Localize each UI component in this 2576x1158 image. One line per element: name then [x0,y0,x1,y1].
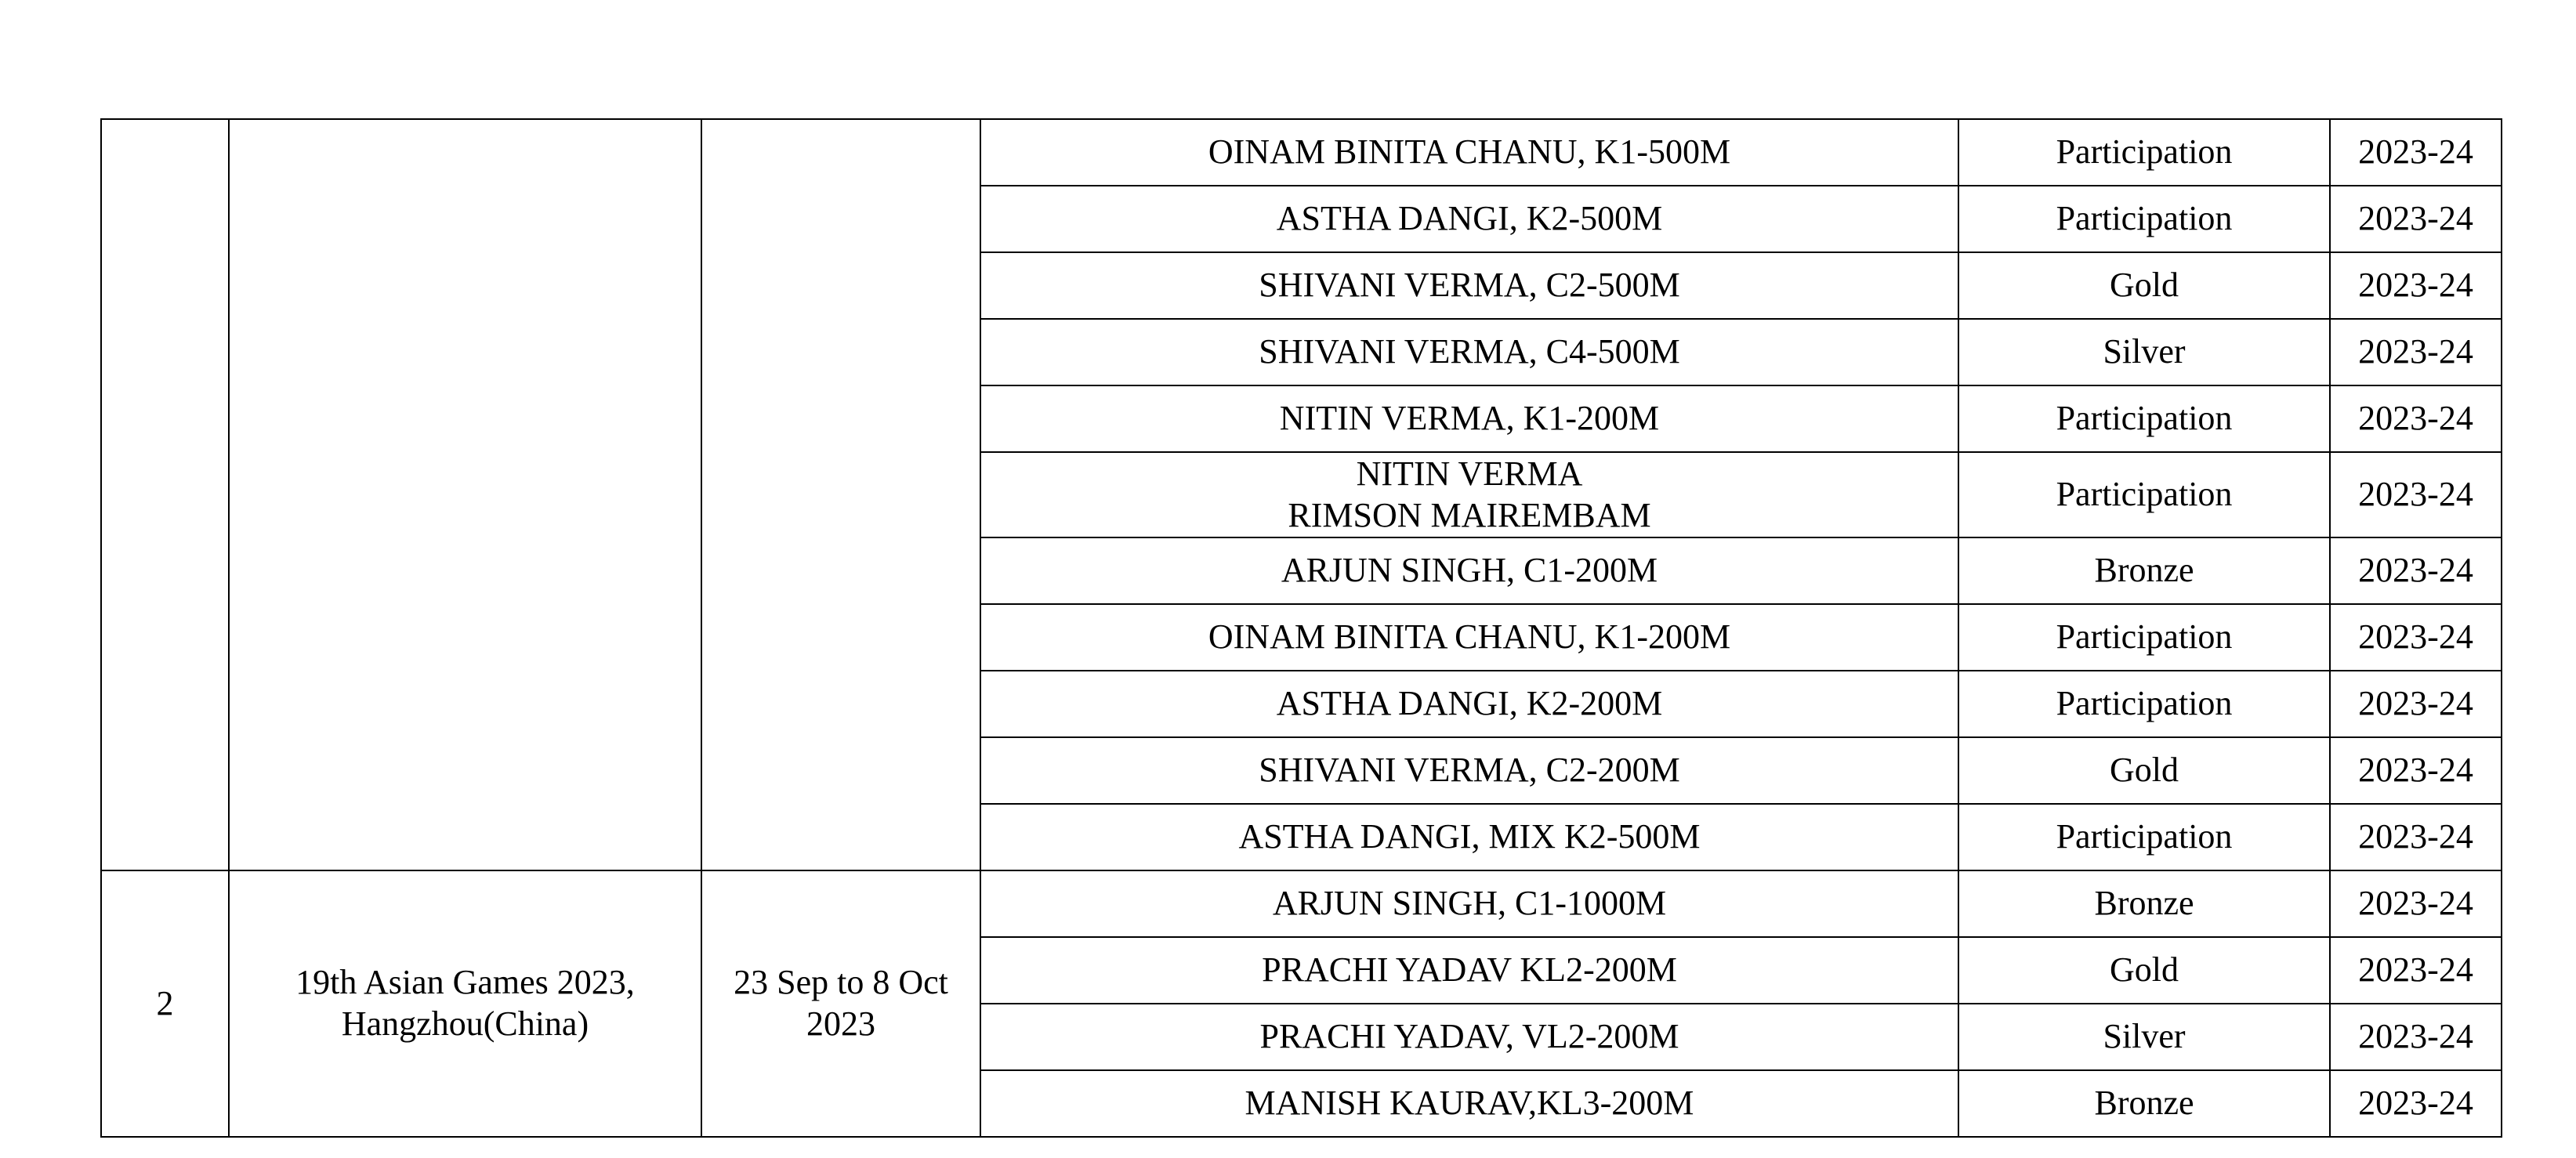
athlete-event-cell [980,186,1958,252]
athlete-event-cell [980,537,1958,604]
year-cell: 2023-24 [2330,452,2502,537]
event-name-cell [229,870,701,1137]
result-cell: Gold [1958,252,2330,319]
athlete-event-line: ASTHA DANGI, K2-500M [1276,199,1663,238]
year-cell: 2023-24 [2330,1070,2502,1137]
athlete-event-line: ARJUN SINGH, C1-200M [1281,551,1658,590]
year-cell: 2023-24 [2330,804,2502,870]
result-cell: Participation [1958,186,2330,252]
athlete-event-cell [980,1070,1958,1137]
athlete-event-cell [980,1004,1958,1070]
year-cell: 2023-24 [2330,119,2502,186]
athlete-event-line: OINAM BINITA CHANU, K1-500M [1208,132,1731,172]
athlete-event-cell [980,319,1958,385]
result-cell: Bronze [1958,1070,2330,1137]
event-dates-line: 2023 [806,1004,875,1043]
table-row [101,119,2502,186]
athlete-event-cell [980,804,1958,870]
athlete-event-line: PRACHI YADAV, VL2-200M [1259,1017,1679,1056]
result-cell: Participation [1958,804,2330,870]
year-cell: 2023-24 [2330,385,2502,452]
year-cell: 2023-24 [2330,537,2502,604]
event-dates-cell [701,870,980,1137]
event-dates-line: 23 Sep to 8 Oct [734,963,948,1002]
athlete-event-line: SHIVANI VERMA, C2-500M [1259,266,1680,305]
result-cell: Participation [1958,385,2330,452]
athlete-event-line: NITIN VERMA [1356,454,1583,493]
result-cell: Silver [1958,1004,2330,1070]
year-cell: 2023-24 [2330,937,2502,1004]
athlete-event-line: OINAM BINITA CHANU, K1-200M [1208,617,1731,657]
result-cell: Gold [1958,737,2330,804]
athlete-event-cell [980,252,1958,319]
result-cell: Silver [1958,319,2330,385]
year-cell: 2023-24 [2330,671,2502,737]
athlete-event-cell [980,452,1958,537]
results-table-body [101,119,2502,1137]
athlete-event-line: ASTHA DANGI, K2-200M [1276,684,1663,723]
year-cell: 2023-24 [2330,252,2502,319]
event-name-line: Hangzhou(China) [341,1004,589,1043]
athlete-event-cell [980,119,1958,186]
year-cell: 2023-24 [2330,1004,2502,1070]
event-name-cell [229,119,701,870]
athlete-event-line: MANISH KAURAV,KL3-200M [1245,1084,1694,1123]
athlete-event-cell [980,385,1958,452]
athlete-event-cell [980,937,1958,1004]
athlete-event-line: NITIN VERMA, K1-200M [1279,399,1660,438]
athlete-event-line: ASTHA DANGI, MIX K2-500M [1238,817,1701,856]
event-dates-cell [701,119,980,870]
year-cell: 2023-24 [2330,870,2502,937]
result-cell: Participation [1958,119,2330,186]
table-row [101,870,2502,937]
athlete-event-line: SHIVANI VERMA, C4-500M [1259,332,1680,371]
result-cell: Bronze [1958,537,2330,604]
athlete-event-cell [980,604,1958,671]
year-cell: 2023-24 [2330,319,2502,385]
athlete-event-line: RIMSON MAIREMBAM [1288,495,1651,534]
result-cell: Participation [1958,671,2330,737]
result-cell: Gold [1958,937,2330,1004]
serial-number-cell: 2 [101,870,229,1137]
event-name-line: 19th Asian Games 2023, [295,963,635,1002]
athlete-event-line: ARJUN SINGH, C1-1000M [1272,884,1667,923]
results-table [100,118,2502,1138]
athlete-event-line: SHIVANI VERMA, C2-200M [1259,751,1680,790]
year-cell: 2023-24 [2330,604,2502,671]
result-cell: Participation [1958,452,2330,537]
athlete-event-cell [980,870,1958,937]
athlete-event-cell [980,671,1958,737]
year-cell: 2023-24 [2330,186,2502,252]
athlete-event-cell [980,737,1958,804]
result-cell: Bronze [1958,870,2330,937]
athlete-event-line: PRACHI YADAV KL2-200M [1262,950,1677,990]
result-cell: Participation [1958,604,2330,671]
serial-number-cell [101,119,229,870]
year-cell: 2023-24 [2330,737,2502,804]
